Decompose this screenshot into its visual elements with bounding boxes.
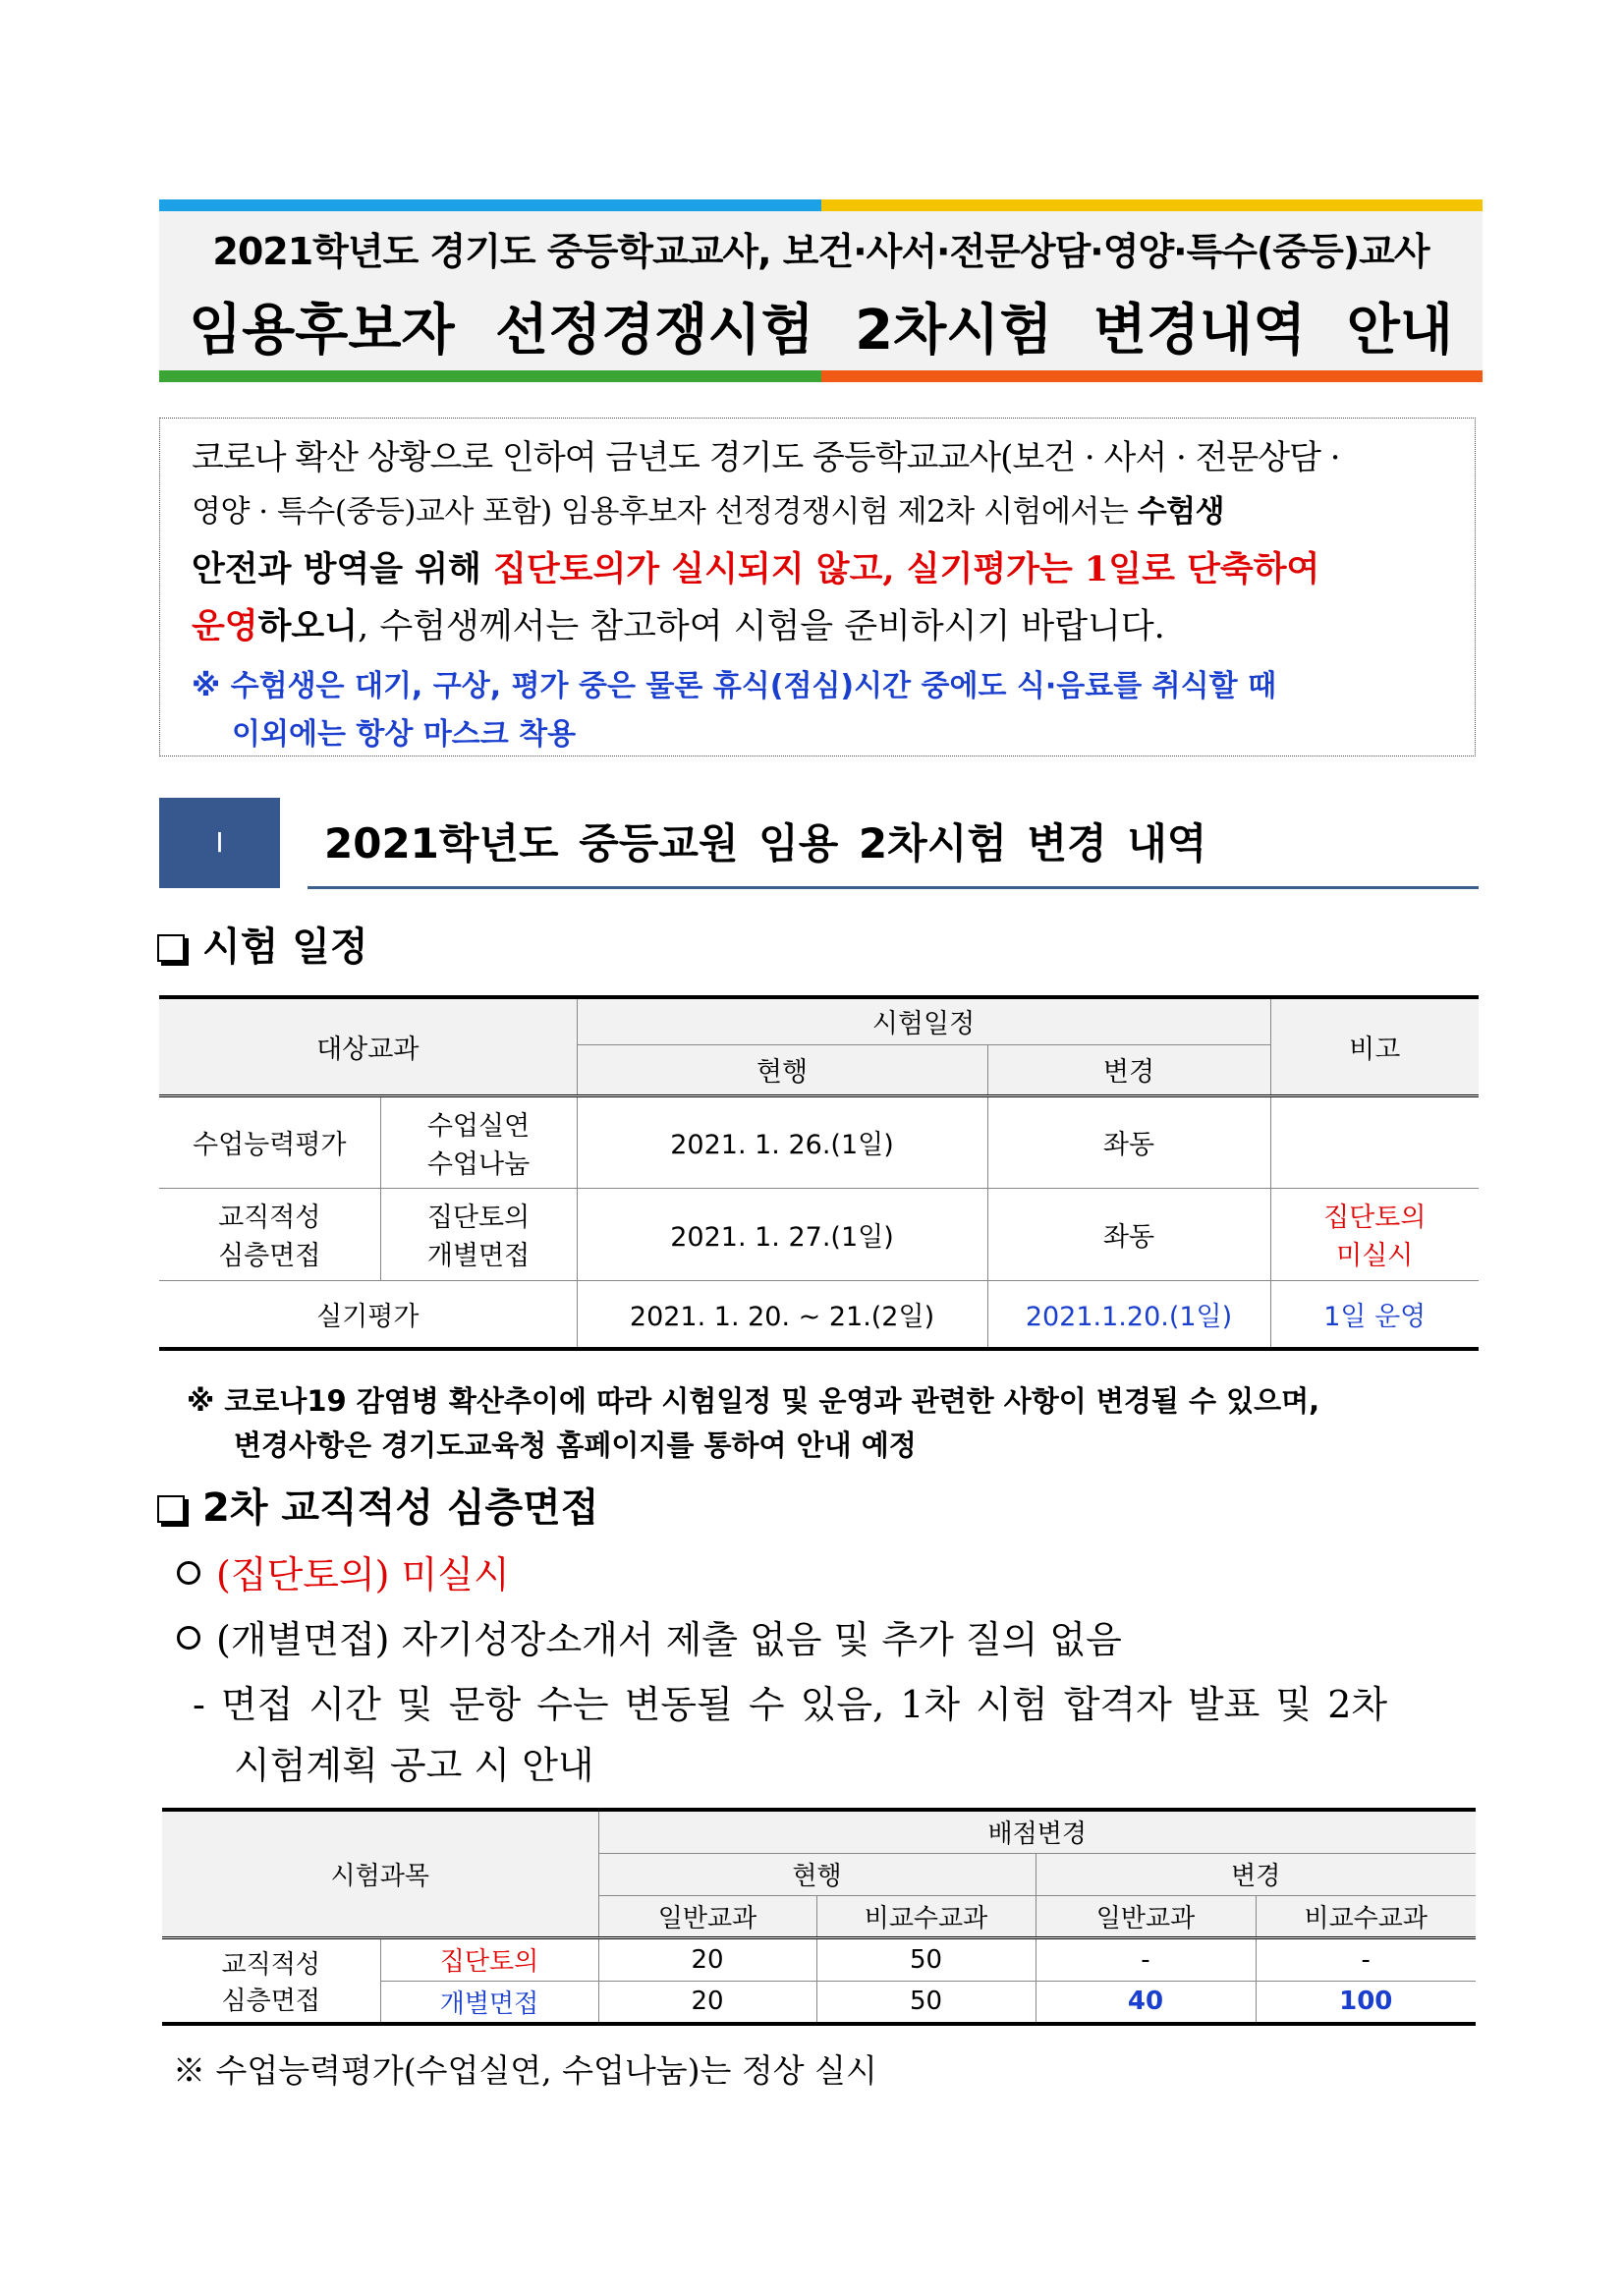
notice-line-3 xyxy=(192,542,1319,591)
points-header-general: 일반교과 xyxy=(1036,1895,1256,1937)
points-header-general: 일반교과 xyxy=(598,1895,816,1937)
schedule-header-change: 변경 xyxy=(987,1044,1270,1095)
notice-line-2 xyxy=(192,486,1224,531)
points-note: ※ 수업능력평가(수업실연, 수업나눔)는 정상 실시 xyxy=(173,2051,877,2090)
points-header-subject: 시험과목 xyxy=(162,1810,598,1937)
schedule-row-interview xyxy=(159,1188,1479,1280)
schedule-cell-note xyxy=(1270,1095,1479,1188)
notice-line-5: ※ 수험생은 대기, 구상, 평가 중은 물론 휴식(점심)시간 중에도 식·음료를 취식할 때 xyxy=(192,669,1277,703)
schedule-cell-subject: 수업능력평가 xyxy=(159,1095,380,1188)
schedule-cell-subject-1: 교직적성 xyxy=(218,1203,321,1233)
checkbox-square-icon xyxy=(157,934,185,962)
points-cell-change-general: 40 xyxy=(1036,1981,1256,2024)
schedule-cell-current: 2021. 1. 27.(1일) xyxy=(577,1188,987,1280)
schedule-cell-item-1: 집단토의 xyxy=(426,1203,531,1233)
notice-line-4-bold: 하오니 xyxy=(257,606,359,646)
circle-bullet-icon xyxy=(177,1561,200,1585)
schedule-cell-change: 좌동 xyxy=(987,1188,1270,1280)
interview-heading xyxy=(157,1477,598,1533)
points-row-label-1: 교직적성 xyxy=(221,1949,320,1980)
points-header-points: 배점변경 xyxy=(598,1810,1476,1853)
schedule-cell-note xyxy=(1270,1188,1479,1280)
title-bottom-bar-orange xyxy=(821,370,1483,382)
interview-bullet-2-text: (개별면접) 자기성장소개서 제출 없음 및 추가 질의 없음 xyxy=(216,1618,1122,1661)
schedule-cell-item-2: 수업나눔 xyxy=(426,1148,531,1180)
interview-bullet-1 xyxy=(177,1544,510,1598)
notice-line-6: 이외에는 항상 마스크 착용 xyxy=(232,717,577,752)
notice-line-4-red: 운영 xyxy=(192,606,258,646)
schedule-cell-item-2: 개별면접 xyxy=(426,1241,531,1271)
schedule-cell-item xyxy=(380,1095,577,1188)
points-header-row-1 xyxy=(162,1810,1476,1853)
points-header-nonsubject: 비교수교과 xyxy=(1256,1895,1476,1937)
title-bottom-bar-green xyxy=(159,370,821,382)
schedule-cell-subject-2: 심층면접 xyxy=(218,1241,321,1271)
interview-detail-line-1: - 면접 시간 및 문항 수는 변동될 수 있음, 1차 시험 합격자 발표 및 2차 xyxy=(193,1683,1388,1726)
interview-detail-line-2: 시험계획 공고 시 안내 xyxy=(234,1744,594,1787)
schedule-row-lesson xyxy=(159,1095,1479,1188)
schedule-cell-current: 2021. 1. 20. ~ 21.(2일) xyxy=(577,1280,987,1349)
notice-line-4 xyxy=(192,599,1165,648)
schedule-header-schedule: 시험일정 xyxy=(577,997,1270,1044)
schedule-cell-item-1: 수업실연 xyxy=(426,1110,531,1142)
section-number: Ⅰ xyxy=(159,798,280,888)
points-table xyxy=(162,1808,1476,2026)
notice-line-3-bold: 안전과 방역을 위해 xyxy=(192,549,494,589)
interview-bullet-1-text: (집단토의) 미실시 xyxy=(216,1553,510,1596)
schedule-heading xyxy=(157,916,368,972)
title-line-2: 임용후보자 선정경쟁시험 2차시험 변경내역 안내 xyxy=(189,299,1453,363)
schedule-cell-note-2: 미실시 xyxy=(1336,1241,1414,1271)
notice-line-2-bold: 수험생 xyxy=(1137,494,1225,530)
points-header-nonsubject: 비교수교과 xyxy=(816,1895,1036,1937)
points-header-current: 현행 xyxy=(598,1853,1036,1895)
title-top-bar-yellow xyxy=(821,199,1483,211)
points-cell-name: 집단토의 xyxy=(380,1937,598,1981)
schedule-cell-item xyxy=(380,1188,577,1280)
interview-bullet-2 xyxy=(177,1609,1122,1663)
notice-line-1: 코로나 확산 상황으로 인하여 금년도 경기도 중등학교교사(보건 · 사서 · 전문상담 · xyxy=(192,438,1340,477)
schedule-note-line-2: 변경사항은 경기도교육청 홈페이지를 통하여 안내 예정 xyxy=(234,1428,917,1462)
points-row-label-2: 심층면접 xyxy=(221,1986,320,2016)
schedule-cell-current: 2021. 1. 26.(1일) xyxy=(577,1095,987,1188)
checkbox-square-icon xyxy=(157,1495,185,1523)
points-header-change: 변경 xyxy=(1036,1853,1476,1895)
section-title: 2021학년도 중등교원 임용 2차시험 변경 내역 xyxy=(324,819,1207,868)
schedule-cell-note-1: 집단토의 xyxy=(1323,1203,1427,1233)
points-cell-current-nonsubject: 50 xyxy=(816,1937,1036,1981)
circle-bullet-icon xyxy=(177,1626,200,1650)
schedule-cell-change: 좌동 xyxy=(987,1095,1270,1188)
schedule-cell-change: 2021.1.20.(1일) xyxy=(987,1280,1270,1349)
notice-line-2-text: 영양 · 특수(중등)교사 포함) 임용후보자 선정경쟁시험 제2차 시험에서는 xyxy=(192,494,1138,530)
points-cell-current-nonsubject: 50 xyxy=(816,1981,1036,2024)
schedule-header-row-1 xyxy=(159,997,1479,1044)
schedule-cell-subject xyxy=(159,1188,380,1280)
schedule-row-practical xyxy=(159,1280,1479,1349)
schedule-header-subject: 대상교과 xyxy=(159,997,577,1095)
points-cell-change-nonsubject: 100 xyxy=(1256,1981,1476,2024)
schedule-cell-note: 1일 운영 xyxy=(1270,1280,1479,1349)
schedule-heading-text: 시험 일정 xyxy=(202,924,368,970)
schedule-header-current: 현행 xyxy=(577,1044,987,1095)
schedule-cell-subject: 실기평가 xyxy=(159,1280,577,1349)
points-cell-current-general: 20 xyxy=(598,1937,816,1981)
schedule-table xyxy=(159,995,1479,1351)
title-top-bar-blue xyxy=(159,199,821,211)
points-cell-change-nonsubject: - xyxy=(1256,1937,1476,1981)
points-row-group xyxy=(162,1937,1476,1981)
points-cell-change-general: - xyxy=(1036,1937,1256,1981)
notice-line-4-text: , 수험생께서는 참고하여 시험을 준비하시기 바랍니다. xyxy=(358,607,1165,646)
notice-line-3-red: 집단토의가 실시되지 않고, 실기평가는 1일로 단축하여 xyxy=(493,549,1320,589)
title-line-1: 2021학년도 경기도 중등학교교사, 보건·사서·전문상담·영양·특수(중등)교사 xyxy=(212,230,1429,273)
interview-heading-text: 2차 교직적성 심층면접 xyxy=(202,1485,599,1531)
schedule-header-note: 비고 xyxy=(1270,997,1479,1095)
schedule-note-line-1: ※ 코로나19 감염병 확산추이에 따라 시험일정 및 운영과 관련한 사항이 변경될 수 있으며, xyxy=(187,1384,1320,1418)
points-row-label xyxy=(162,1937,380,2024)
section-underline xyxy=(308,886,1479,889)
points-cell-name: 개별면접 xyxy=(380,1981,598,2024)
points-cell-current-general: 20 xyxy=(598,1981,816,2024)
